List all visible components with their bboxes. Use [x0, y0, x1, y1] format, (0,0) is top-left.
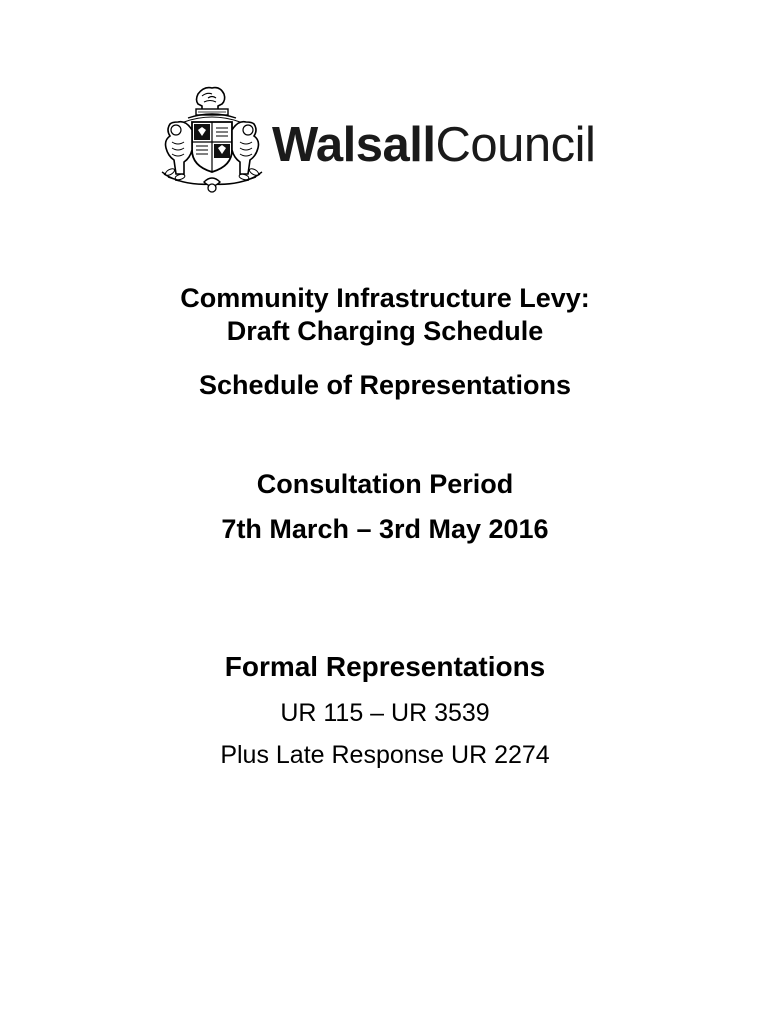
document-subtitle: Schedule of Representations — [198, 370, 572, 400]
wordmark-bold: Walsall — [272, 118, 436, 172]
consultation-heading: Consultation Period — [256, 469, 514, 499]
document-title-line-2: Draft Charging Schedule — [226, 316, 544, 346]
document-title-line-1: Community Infrastructure Levy: — [180, 283, 590, 313]
late-response: Plus Late Response UR 2274 — [220, 741, 550, 769]
formal-heading: Formal Representations — [224, 651, 546, 682]
walsall-coat-of-arms-icon — [158, 84, 266, 194]
council-logo — [158, 84, 618, 196]
council-wordmark — [272, 117, 595, 173]
consultation-dates: 7th March – 3rd May 2016 — [221, 514, 549, 544]
formal-range: UR 115 – UR 3539 — [280, 699, 490, 727]
wordmark-regular: Council — [435, 118, 596, 172]
